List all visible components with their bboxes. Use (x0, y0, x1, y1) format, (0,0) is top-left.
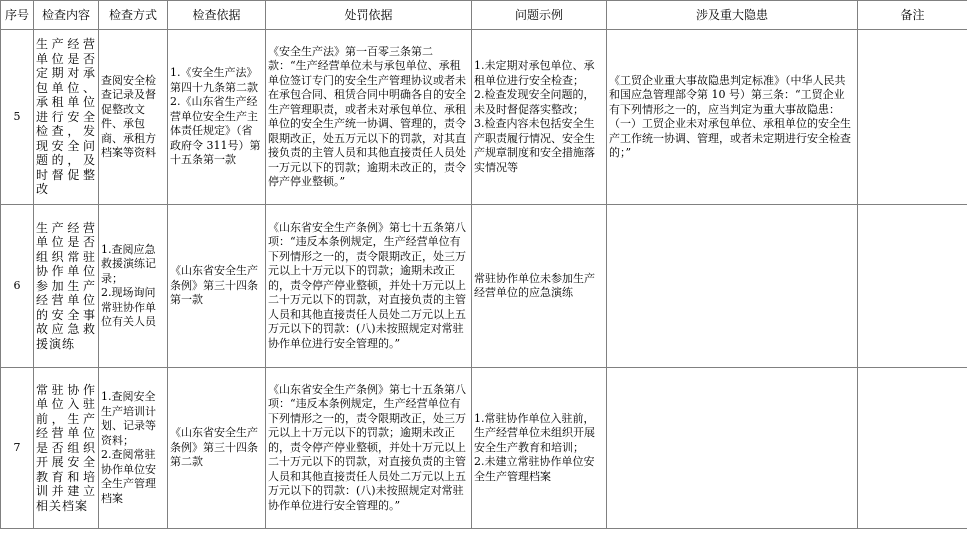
penalty-basis-cell: 《山东省安全生产条例》第七十五条第八项：“违反本条例规定，生产经营单位有下列情形之一的，责令限期改正，处三万元以上十万元以下的罚款；逾期未改正的，责令停产停业整顿，并处十万元以上二十万元以下的罚款，对直接负责的主管人员和其他直接责任人员处二万元以上五万元以下的罚款：(八)未按照规定对常驻协作单位进行安全管理的。” (266, 368, 472, 529)
penalty-basis-cell: 《山东省安全生产条例》第七十五条第八项：“违反本条例规定，生产经营单位有下列情形之一的，责令限期改正，处三万元以上十万元以下的罚款；逾期未改正的，责令停产停业整顿，并处十万元以上二十万元以下的罚款，对直接负责的主管人员和其他直接责任人员处二万元以上五万元以下的罚款：(八)未按照规定对常驻协作单位进行安全管理的。” (266, 205, 472, 368)
header-check-basis: 检查依据 (168, 1, 266, 30)
header-row (1, 1, 967, 30)
check-basis-cell: 《山东省安全生产条例》第三十四条第一款 (168, 205, 266, 368)
row-number: 6 (1, 205, 34, 368)
check-content-cell: 生产经营单位是否定期对承包单位、承租单位进行安全检查，发现安全问题的，及时督促整改 (34, 30, 99, 205)
table-row (1, 368, 967, 529)
check-method-cell: 1.查阅应急救援演练记录； 2.现场询问常驻协作单位有关人员 (99, 205, 168, 368)
check-method-cell: 查阅安全检查记录及督促整改文件、承包商、承租方档案等资料 (99, 30, 168, 205)
major-hazard-cell (607, 205, 858, 368)
check-basis-cell: 《山东省安全生产条例》第三十四条第二款 (168, 368, 266, 529)
table-row (1, 30, 967, 205)
check-basis-cell: 1.《安全生产法》第四十九条第二款 2.《山东省生产经营单位安全生产主体责任规定》（省政府令 311号）第十五条第一款 (168, 30, 266, 205)
problem-example-cell: 常驻协作单位未参加生产经营单位的应急演练 (472, 205, 607, 368)
row-number: 5 (1, 30, 34, 205)
major-hazard-cell: 《工贸企业重大事故隐患判定标准》（中华人民共和国应急管理部令第 10 号）第三条：“工贸企业有下列情形之一的，应当判定为重大事故隐患： （一）工贸企业未对承包单位、承租单位的安全生产工作统一协调、管理，或者未定期进行安全检查的；” (607, 30, 858, 205)
check-method-cell: 1.查阅安全生产培训计划、记录等资料； 2.查阅常驻协作单位安全生产管理档案 (99, 368, 168, 529)
remark-cell (858, 368, 967, 529)
problem-example-cell: 1.未定期对承包单位、承租单位进行安全检查； 2.检查发现安全问题的，未及时督促落实整改； 3.检查内容未包括安全生产职责履行情况、安全生产规章制度和安全措施落实情况等 (472, 30, 607, 205)
header-major-hazard: 涉及重大隐患 (607, 1, 858, 30)
penalty-basis-cell: 《安全生产法》第一百零三条第二款：“生产经营单位未与承包单位、承租单位签订专门的安全生产管理协议或者未在承包合同、租赁合同中明确各自的安全生产管理职责，或者未对承包单位、承租单位的安全生产统一协调、管理的，责令限期改正，处五万元以下的罚款，对其直接负责的主管人员和其他直接责任人员处一万元以下的罚款；逾期未改正的，责令停产停业整顿。” (266, 30, 472, 205)
header-penalty-basis: 处罚依据 (266, 1, 472, 30)
header-check-content: 检查内容 (34, 1, 99, 30)
problem-example-cell: 1.常驻协作单位入驻前，生产经营单位未组织开展安全生产教育和培训； 2.未建立常驻协作单位安全生产管理档案 (472, 368, 607, 529)
check-content-cell: 生产经营单位是否组织常驻协作单位参加生产经营单位的安全事故应急救援演练 (34, 205, 99, 368)
remark-cell (858, 205, 967, 368)
header-number: 序号 (1, 1, 34, 30)
check-content-cell: 常驻协作单位入驻前，生产经营单位是否组织开展安全教育和培训并建立相关档案 (34, 368, 99, 529)
header-problem-example: 问题示例 (472, 1, 607, 30)
header-remark: 备注 (858, 1, 967, 30)
header-check-method: 检查方式 (99, 1, 168, 30)
major-hazard-cell (607, 368, 858, 529)
row-number: 7 (1, 368, 34, 529)
table-row (1, 205, 967, 368)
remark-cell (858, 30, 967, 205)
